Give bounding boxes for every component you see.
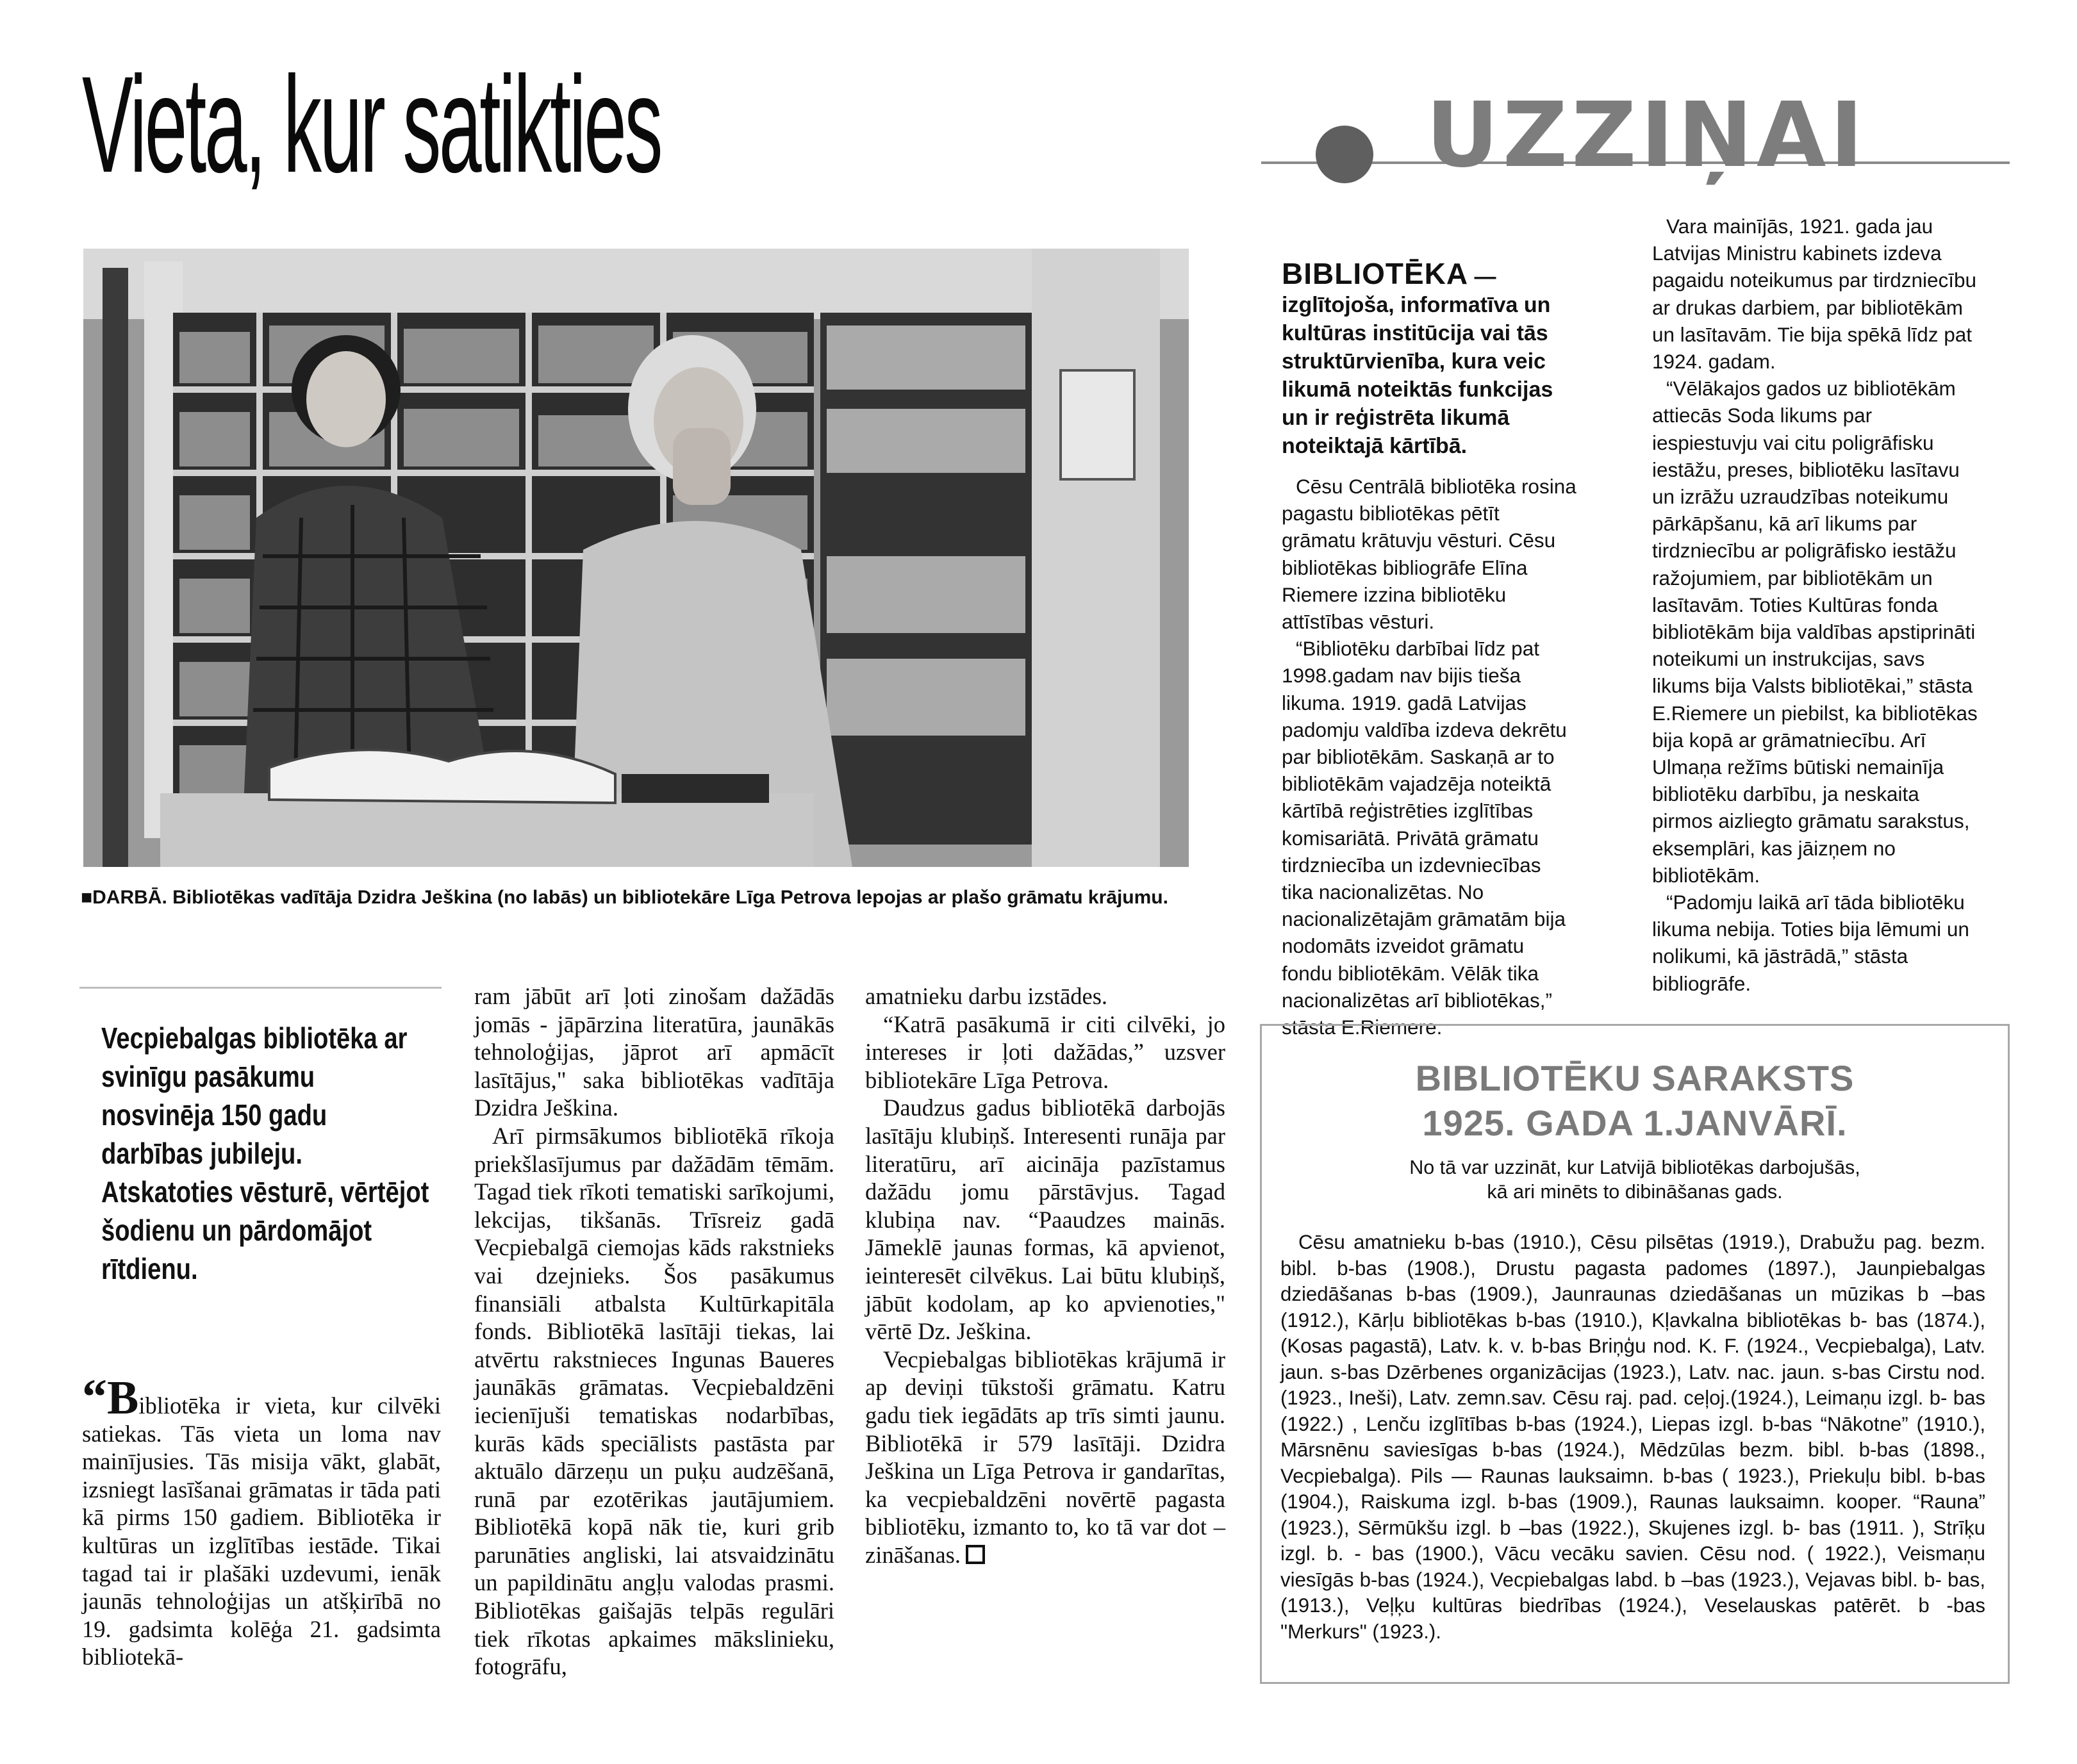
uzzinai-column-b [1652, 213, 1982, 997]
library-list-subtitle [1260, 1155, 2010, 1204]
article-lead: Vecpiebalgas bibliotēka ar svinīgu pasākumu nosvinēja 150 gadu darbības jubileju. Atskatoties vēsturē, vērtējot šodienu un pārdomājot rītdienu. [101, 1021, 429, 1285]
uzzinai-paragraph: “Padomju laikā arī tāda bibliotēku likuma nebija. Toties bija lēmumi un nolikumi, kā jāstrādā,” stāsta bibliogrāfe. [1652, 891, 1969, 995]
column-3-paragraph: amatnieku darbu izstādes. [865, 983, 1108, 1009]
article-column-2 [474, 982, 834, 1681]
library-list-title-line: BIBLIOTĒKU SARAKSTS [1415, 1058, 1855, 1098]
caption-tag: DARBĀ. [92, 887, 167, 908]
headline: Vieta, kur satikties [82, 48, 661, 201]
column-3-paragraph [865, 1346, 1225, 1569]
photo-caption [81, 883, 1189, 912]
caption-text: Bibliotēkas vadītāja Dzidra Ješkina (no labās) un bibliotekāre Līga Petrova lepojas ar plašo grāmatu krājumu. [167, 887, 1168, 908]
bullet-dot-icon [1316, 126, 1373, 183]
uzzinai-column-a [1282, 473, 1576, 1041]
uzzinai-paragraph: Cēsu Centrālā bibliotēka rosina pagastu bibliotēkas pētīt grāmatu krātuvju vēsturi. Cēsu bibliotēkas bibliogrāfe Elīna Riemere izzina bibliotēku attīstības vēsturi. [1282, 475, 1576, 634]
column-1-text: ibliotēka ir vieta, kur cilvēki satiekas. Tās vieta un loma nav mainījusies. Tās misija vākt, glabāt, izsniegt lasīšanai grāmatas ir tāda pati kā pirms 150 gadiem. Bibliotēka ir kultūras un izglītības iestāde. Tikai tagad tai ir plašāki uzdevumi, ienāk jaunās tehnoloģijas un atšķirībā no 19. gadsimta kolēģa 21. gadsimta bibliotekā- [82, 1392, 441, 1670]
definition [1282, 257, 1576, 460]
definition-text: — izglītojoša, informatīva un kultūras institūcija vai tās struktūrvienība, kura veic likumā noteiktās funkcijas un ir reģistrēta likumā noteiktajā kārtībā. [1282, 265, 1553, 458]
library-list-subtitle-line: No tā var uzzināt, kur Latvijā bibliotēkas darbojušās, [1409, 1157, 1860, 1178]
column-2-paragraph: ram jābūt arī ļoti zinošam dažādās jomās - jāpārzina literatūra, jaunākās tehnoloģijas, jāprot arī apmācīt lasītājus," saka bibliotēkas vadītāja Dzidra Ješkina. [474, 983, 834, 1121]
library-list-title-line: 1925. GADA 1.JANVĀRĪ. [1422, 1103, 1848, 1143]
lead-divider [79, 987, 442, 989]
column-2-paragraph: Arī pirmsākumos bibliotēkā rīkoja priekšlasījumus par dažādām tēmām. Tagad tiek rīkoti tematiski sarīkojumi, lekcijas, tikšanās. Trīsreiz gadā Vecpiebalgā ciemojas kāds rakstnieks vai dzejnieks. Šos pasākumus finansiāli atbalsta Kultūrkapitāla fonds. Bibliotēkā lasītāji tiekas, lai atvērtu rakstnieces Ingunas Baueres jaunākās grāmatas. Vecpiebaldzēni iecienījuši tematiskas nodarbības, kurās kāds speciālists pastāsta par aktuālo dārzeņu un puķu audzēšanā, runā par ezotērikas jautājumiem. Bibliotēkā kopā nāk tie, kuri grib parunāties angliski, lai atsvaidzinātu un papildinātu angļu valodas prasmi. Bibliotēkas gaišajās telpās regulāri tiek rīkotas apkaimes mākslinieku, fotogrāfu, [474, 1122, 834, 1680]
caption-bullet-icon: ■ [81, 887, 93, 908]
column-3-paragraph: “Katrā pasākumā ir citi cilvēki, jo intereses ir ļoti dažādas,” uzsver bibliotekāre Līga Petrova. [865, 1010, 1225, 1093]
column-3-paragraph: Daudzus gadus bibliotēkā darbojās lasītāju klubiņš. Interesenti runāja par literatūru, arī aicināja pazīstamus dažādu jomu pārstāvjus. Tagad klubiņa nav. “Paaudzes mainās. Jāmeklē jaunas formas, kā apvienot, ieinteresēt cilvēkus. Lai būtu klubiņš, jābūt kodolam, ap ko apvienoties," vērtē Dz. Ješkina. [865, 1094, 1225, 1345]
column-3-last-text: Vecpiebalgas bibliotēkas krājumā ir ap deviņi tūkstoši grāmatu. Katru gadu tiek iegādāts ap trīs simti jaunu. Bibliotēkā ir 579 lasītāji. Dzidra Ješkina un Līga Petrova ir gandarītas, ka vecpiebaldzēni novērtē pagasta bibliotēku, izmanto to, ko tā var dot – zināšanas. [865, 1346, 1225, 1568]
article-column-3 [865, 982, 1225, 1569]
library-photo-illustration [83, 249, 1189, 867]
article-photo [83, 249, 1189, 867]
library-list-subtitle-line: kā ari minēts to dibināšanas gads. [1487, 1181, 1783, 1203]
drop-cap: B [107, 1372, 139, 1424]
uzzinai-heading: UZZIŅAI [1426, 83, 1867, 188]
column-1-paragraph [82, 1369, 441, 1671]
uzzinai-paragraph: “Vēlākajos gados uz bibliotēkām attiecās Soda likums par iespiestuvju vai citu poligrāfisku iestāžu, preses, bibliotēku lasītavu un izrāžu uzraudzības noteikumu pārkāpšanu, kā arī likums par tirdzniecību ar poligrāfisko iestāžu ražojumiem, par bibliotēkām un lasītavām. Toties Kultūras fonda bibliotēkām bija valdības apstiprināti noteikumi un instrukcijas, savs likums bija Valsts bibliotēkai,” stāsta E.Riemere un piebilst, ka bibliotēkas bija kopā ar grāmatniecību. Arī Ulmaņa režīms būtiski nemainīja bibliotēku darbību, ja neskaita pirmos aizliegto grāmatu sarakstus, eksemplāri, kas jāizņem no bibliotēkām. [1652, 377, 1978, 887]
end-mark-icon [966, 1545, 985, 1564]
definition-keyword: BIBLIOTĒKA [1282, 257, 1469, 290]
library-list-title [1260, 1056, 2010, 1146]
uzzinai-paragraph: “Bibliotēku darbībai līdz pat 1998.gadam nav bijis tieša likuma. 1919. gadā Latvijas padomju valdība izdeva dekrētu par bibliotēkām. Saskaņā ar to bibliotēkām vajadzēja noteiktā kārtībā reģistrēties izglītības komisariātā. Privātā grāmatu tirdzniecība un izdevniecības tika nacionalizētas. No nacionalizētajām grāmatām bija nodomāts izveidot grāmatu fondu bibliotēkām. Vēlāk tika nacionalizētas arī bibliotēkas,” stāsta E.Riemere. [1282, 637, 1567, 1039]
article-column-1 [82, 1369, 441, 1671]
uzzinai-paragraph: Vara mainījās, 1921. gada jau Latvijas Ministru kabinets izdeva pagaidu noteikumus par tirdzniecību ar drukas darbiem, par bibliotēkām un lasītavām. Tie bija spēkā līdz pat 1924. gadam. [1652, 215, 1977, 374]
library-list-body: Cēsu amatnieku b-bas (1910.), Cēsu pilsētas (1919.), Drabužu pag. bezm. bibl. b-bas (1908.), Drustu pagasta padomes (1897.), Jaunpiebalgas dziedāšanas b-bas (1909.), Jaunraunas dziedāšanas un mūzikas b –bas (1912.), Kārļu bibliotēkas b-bas (1910.), Kļavkalna bibliotēkas b- bas (1874.),(Kosas pagastā), Latv. k. v. b-bas Briņģu nod. K. F. (1924., Vecpiebalga), Latv. jaun. s-bas Dzērbenes organizācijas (1923.), Latv. nac. jaun. s-bas Cirstu nod.(1923., Ineši), Latv. zemn.sav. Cēsu raj. pad. ceļoj.(1924.), Leimaņu izgl. b- bas (1922.) , Lenču izglītības b-bas (1924.), Liepas izgl. b-bas “Nākotne” (1910.), Mārsnēnu saviesīgas b-bas (1924.), Mēdzūlas bezm. bibl. b-bas (1898., Vecpiebalga). Pils — Raunas lauksaimn. b-bas ( 1923.), Priekuļu bibl. b-bas (1904.), Raiskuma izgl. b-bas (1909.), Raunas lauksaimn. kooper. “Rauna” (1923.), Sērmūkšu izgl. b –bas (1922.), Skujenes izgl. b- bas (1911. ), Strīķu izgl. b. - bas (1900.), Vācu vecāku savien. Cēsu nod. ( 1922.), Veismaņu viesīgās b-bas (1924.), Vecpiebalgas labd. b –bas (1923.), Vejavas bibl. b- bas, (1913.), Veļķu kultūras biedrības (1924.), Veselauskas patērēt. b -bas "Merkurs" (1923.). [1280, 1231, 1985, 1643]
opening-quote-mark: “ [82, 1369, 107, 1424]
